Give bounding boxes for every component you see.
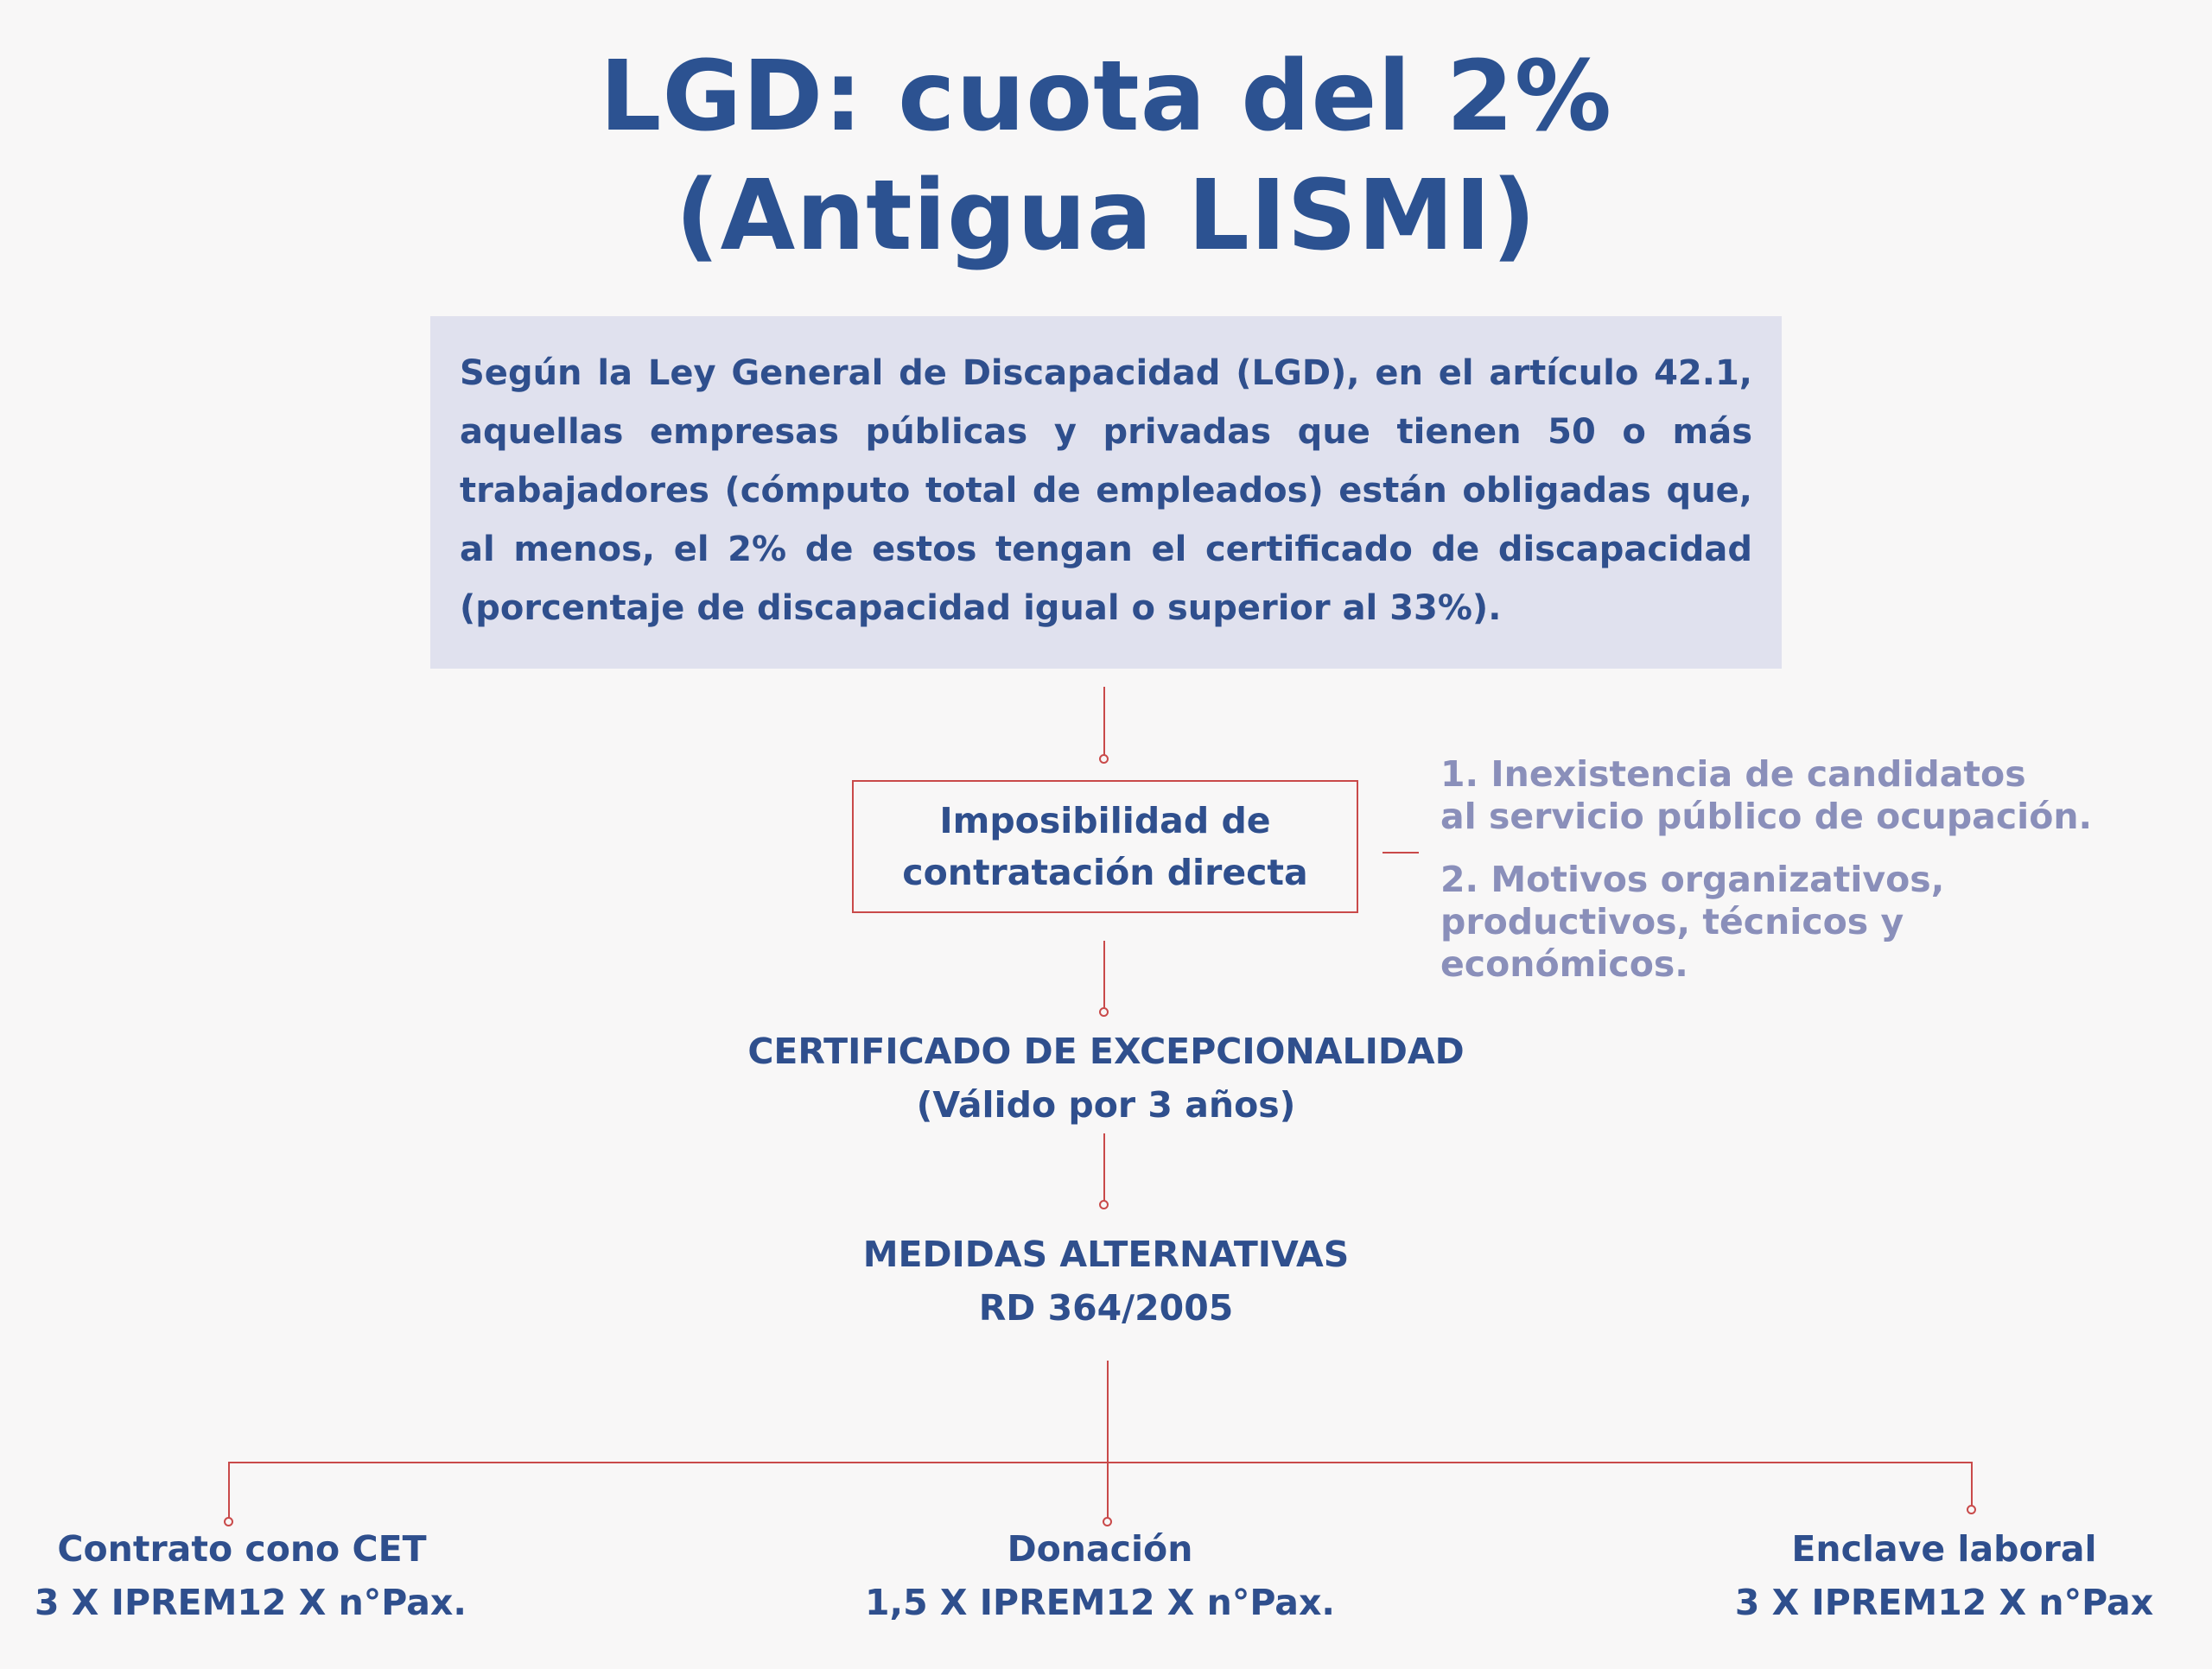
- option-formula: 3 X IPREM12 X n°Pax.: [35, 1582, 467, 1623]
- impossibility-text: [902, 795, 1307, 898]
- connector-impossibility-to-certificate: [1103, 941, 1105, 1008]
- option-contrato-cet: [35, 1522, 467, 1629]
- intro-text: Según la Ley General de Discapacidad (LGD), en el artículo 42.1, aquellas empresas públicas y privadas que tienen 50 o más trabajadores (cómputo total de empleados) están obligadas que, al menos, el 2% de estos tengan el certificado de discapacidad (porcentaje de discapacidad igual o superior al 33%).: [460, 353, 1752, 628]
- connector-dot: [1967, 1505, 1976, 1514]
- reason-item: 1. Inexistencia de candidatos al servicio público de ocupación.: [1440, 753, 2093, 837]
- impossibility-line-1: Imposibilidad de: [939, 800, 1271, 841]
- connector-dot: [1099, 1200, 1109, 1209]
- impossibility-line-2: contratación directa: [902, 852, 1308, 893]
- connector-branch-left: [228, 1462, 230, 1519]
- option-label: Contrato cono CET: [57, 1528, 427, 1570]
- certificate-node: [0, 1025, 2212, 1132]
- connector-intro-to-impossibility: [1103, 687, 1105, 756]
- option-enclave-laboral: [1719, 1522, 2169, 1629]
- connector-to-reasons: [1382, 852, 1419, 854]
- certificate-line-2: (Válido por 3 años): [916, 1084, 1296, 1126]
- option-label: Enclave laboral: [1791, 1528, 2097, 1570]
- reason-item: 2. Motivos organizativos, productivos, técnicos y económicos.: [1440, 859, 1945, 985]
- impossibility-box: [852, 780, 1358, 913]
- intro-box: [430, 316, 1782, 669]
- connector-branch-right: [1971, 1462, 1973, 1507]
- measures-line-1: MEDIDAS ALTERNATIVAS: [862, 1234, 1350, 1275]
- measures-line-2: RD 364/2005: [978, 1287, 1234, 1329]
- measures-node: [0, 1228, 2212, 1335]
- option-label: Donación: [1007, 1528, 1193, 1570]
- reasons-list: [1440, 753, 2092, 1006]
- option-formula: 1,5 X IPREM12 X n°Pax.: [864, 1582, 1335, 1623]
- connector-certificate-to-measures: [1103, 1133, 1105, 1201]
- option-formula: 3 X IPREM12 X n°Pax: [1734, 1582, 2154, 1623]
- connector-dot: [1099, 754, 1109, 764]
- certificate-line-1: CERTIFICADO DE EXCEPCIONALIDAD: [747, 1031, 1465, 1072]
- page-title-line-2: (Antigua LISMI): [675, 160, 1537, 272]
- option-donacion: [864, 1522, 1336, 1629]
- connector-horizontal-bar: [228, 1462, 1973, 1463]
- connector-dot: [1099, 1007, 1109, 1017]
- page-title-line-1: LGD: cuota del 2%: [600, 41, 1612, 153]
- connector-measures-trunk: [1107, 1361, 1109, 1519]
